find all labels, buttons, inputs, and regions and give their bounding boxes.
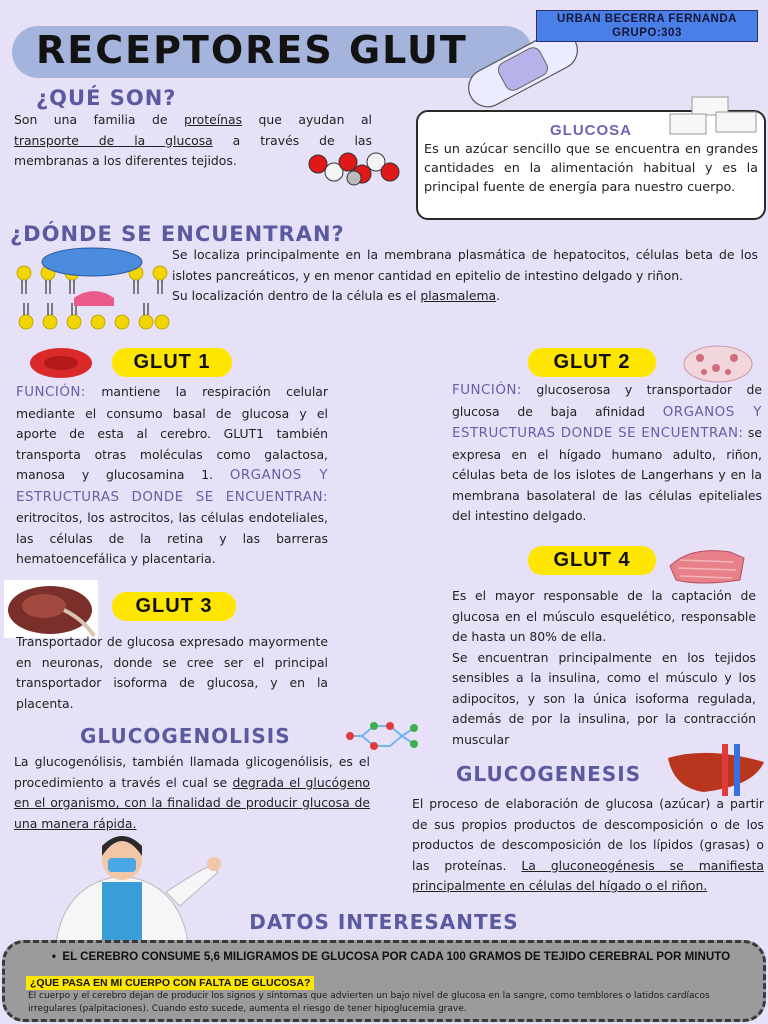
author-name: URBAN BECERRA FERNANDA — [557, 13, 737, 25]
glut3-text: Transportador de glucosa expresado mayormente en neuronas, donde se cree ser el principal transportador isoforma de glucosa, y en la placenta. — [16, 634, 328, 711]
muscle-tissue-icon — [666, 546, 750, 586]
placenta-image — [4, 580, 98, 638]
liver-tissue-icon — [682, 344, 754, 384]
donde-text: Se localiza principalmente en la membrana plasmática de hepatocitos, células beta de los islotes pancreáticos, y en menor cantidad en epitelio de intestino delgado y riñon. Su localización dentro de la célula es el plasmalema. — [172, 247, 758, 303]
page-title: RECEPTORES GLUT — [36, 28, 468, 72]
glucosa-text: Es un azúcar sencillo que se encuentra en grandes cantidades en la alimentación habitual y es la principal fuente de energía para nuestro cuerpo. — [424, 142, 758, 195]
glucosa-title: GLUCOSA — [550, 122, 632, 139]
glucogenesis-text: El proceso de elaboración de glucosa (azúcar) a partir de sus propios productos de descomposición o de los productos de descomposición de los lípidos (grasas) o las proteínas. La gluconeogénesis se manifiesta principalmente en células del hígado o el riñon. — [412, 796, 764, 893]
donde-heading: ¿DÓNDE SE ENCUENTRAN? — [10, 222, 345, 246]
glut4-text: Es el mayor responsable de la captación de glucosa en el músculo esquelético, responsable de hasta un 80% de ella. Se encuentran principalmente en los tejidos sensibles a la insulina, como el músculo y los adipocitos, y son la única isoforma regulada, además de por la insulina, por la contracción muscular — [452, 588, 756, 747]
liver-icon — [664, 742, 768, 796]
glucogenesis-heading: GLUCOGENESIS — [456, 762, 642, 786]
cell-membrane-illustration — [12, 246, 174, 332]
glut2-label: GLUT 2 — [528, 348, 656, 377]
molecule-model-icon — [304, 150, 404, 188]
glucogenolisis-heading: GLUCOGENOLISIS — [80, 724, 291, 748]
bullet-icon: • — [51, 950, 63, 963]
datos-answer: El cuerpo y el cerebro dejan de producir los signos y síntomas que advierten un bajo nivel de glucosa en la sangre, como temblores o latidos cardíacos irregulares (palpitaciones). Cuando esto sucede, aumenta el riesgo de tener hipoglucemia grave. — [28, 991, 710, 1014]
glut3-label: GLUT 3 — [112, 592, 236, 621]
glut1-text: FUNCIÓN: mantiene la respiración celular mediante el consumo basal de glucosa y el aporte de esta al cerebro. GLUT1 también transporta otras moléculas como galactosa, manosa y glucosamina 1. ORGANOS Y ESTRUCTURAS DONDE SE ENCUENTRAN: eritrocitos, los astrocitos, las células endoteliales, las células de la retina y las barreras hematoencefálica y placentaria. — [16, 384, 328, 566]
group-label: GRUPO:303 — [612, 27, 682, 39]
datos-heading: DATOS INTERESANTES — [249, 910, 519, 934]
datos-question: ¿QUE PASA EN MI CUERPO CON FALTA DE GLUCOSA? — [26, 976, 314, 990]
que-son-heading: ¿QUÉ SON? — [36, 86, 177, 110]
glucogenolisis-text: La glucogenólisis, también llamada glicogenólisis, es el procedimiento a través el cual se degrada el glucógeno en el organismo, con la finalidad de producir glucosa de una manera rápida. — [14, 754, 371, 831]
red-blood-cell-icon — [28, 346, 94, 380]
que-son-text: Son una familia de proteínas que ayudan al transporte de la glucosa a través de las membranas a los diferentes tejidos. — [14, 112, 372, 168]
datos-fact: • EL CEREBRO CONSUME 5,6 MILIGRAMOS DE GLUCOSA POR CADA 100 GRAMOS DE TEJIDO CEREBRAL POR MINUTO — [51, 950, 731, 963]
author-box — [536, 10, 758, 42]
sugar-cubes-icon — [666, 94, 762, 140]
glut1-label: GLUT 1 — [112, 348, 232, 377]
glut4-label: GLUT 4 — [528, 546, 656, 575]
glut2-text: FUNCIÓN: glucoserosa y transportador de glucosa de baja afinidad ORGANOS Y ESTRUCTURAS DONDE SE ENCUENTRAN: se expresa en el hígado humano adulto, riñon, células beta de los islotes de Langerhans y en la membrana basolateral de las células epiteliales del intestino delgado. — [452, 382, 762, 523]
